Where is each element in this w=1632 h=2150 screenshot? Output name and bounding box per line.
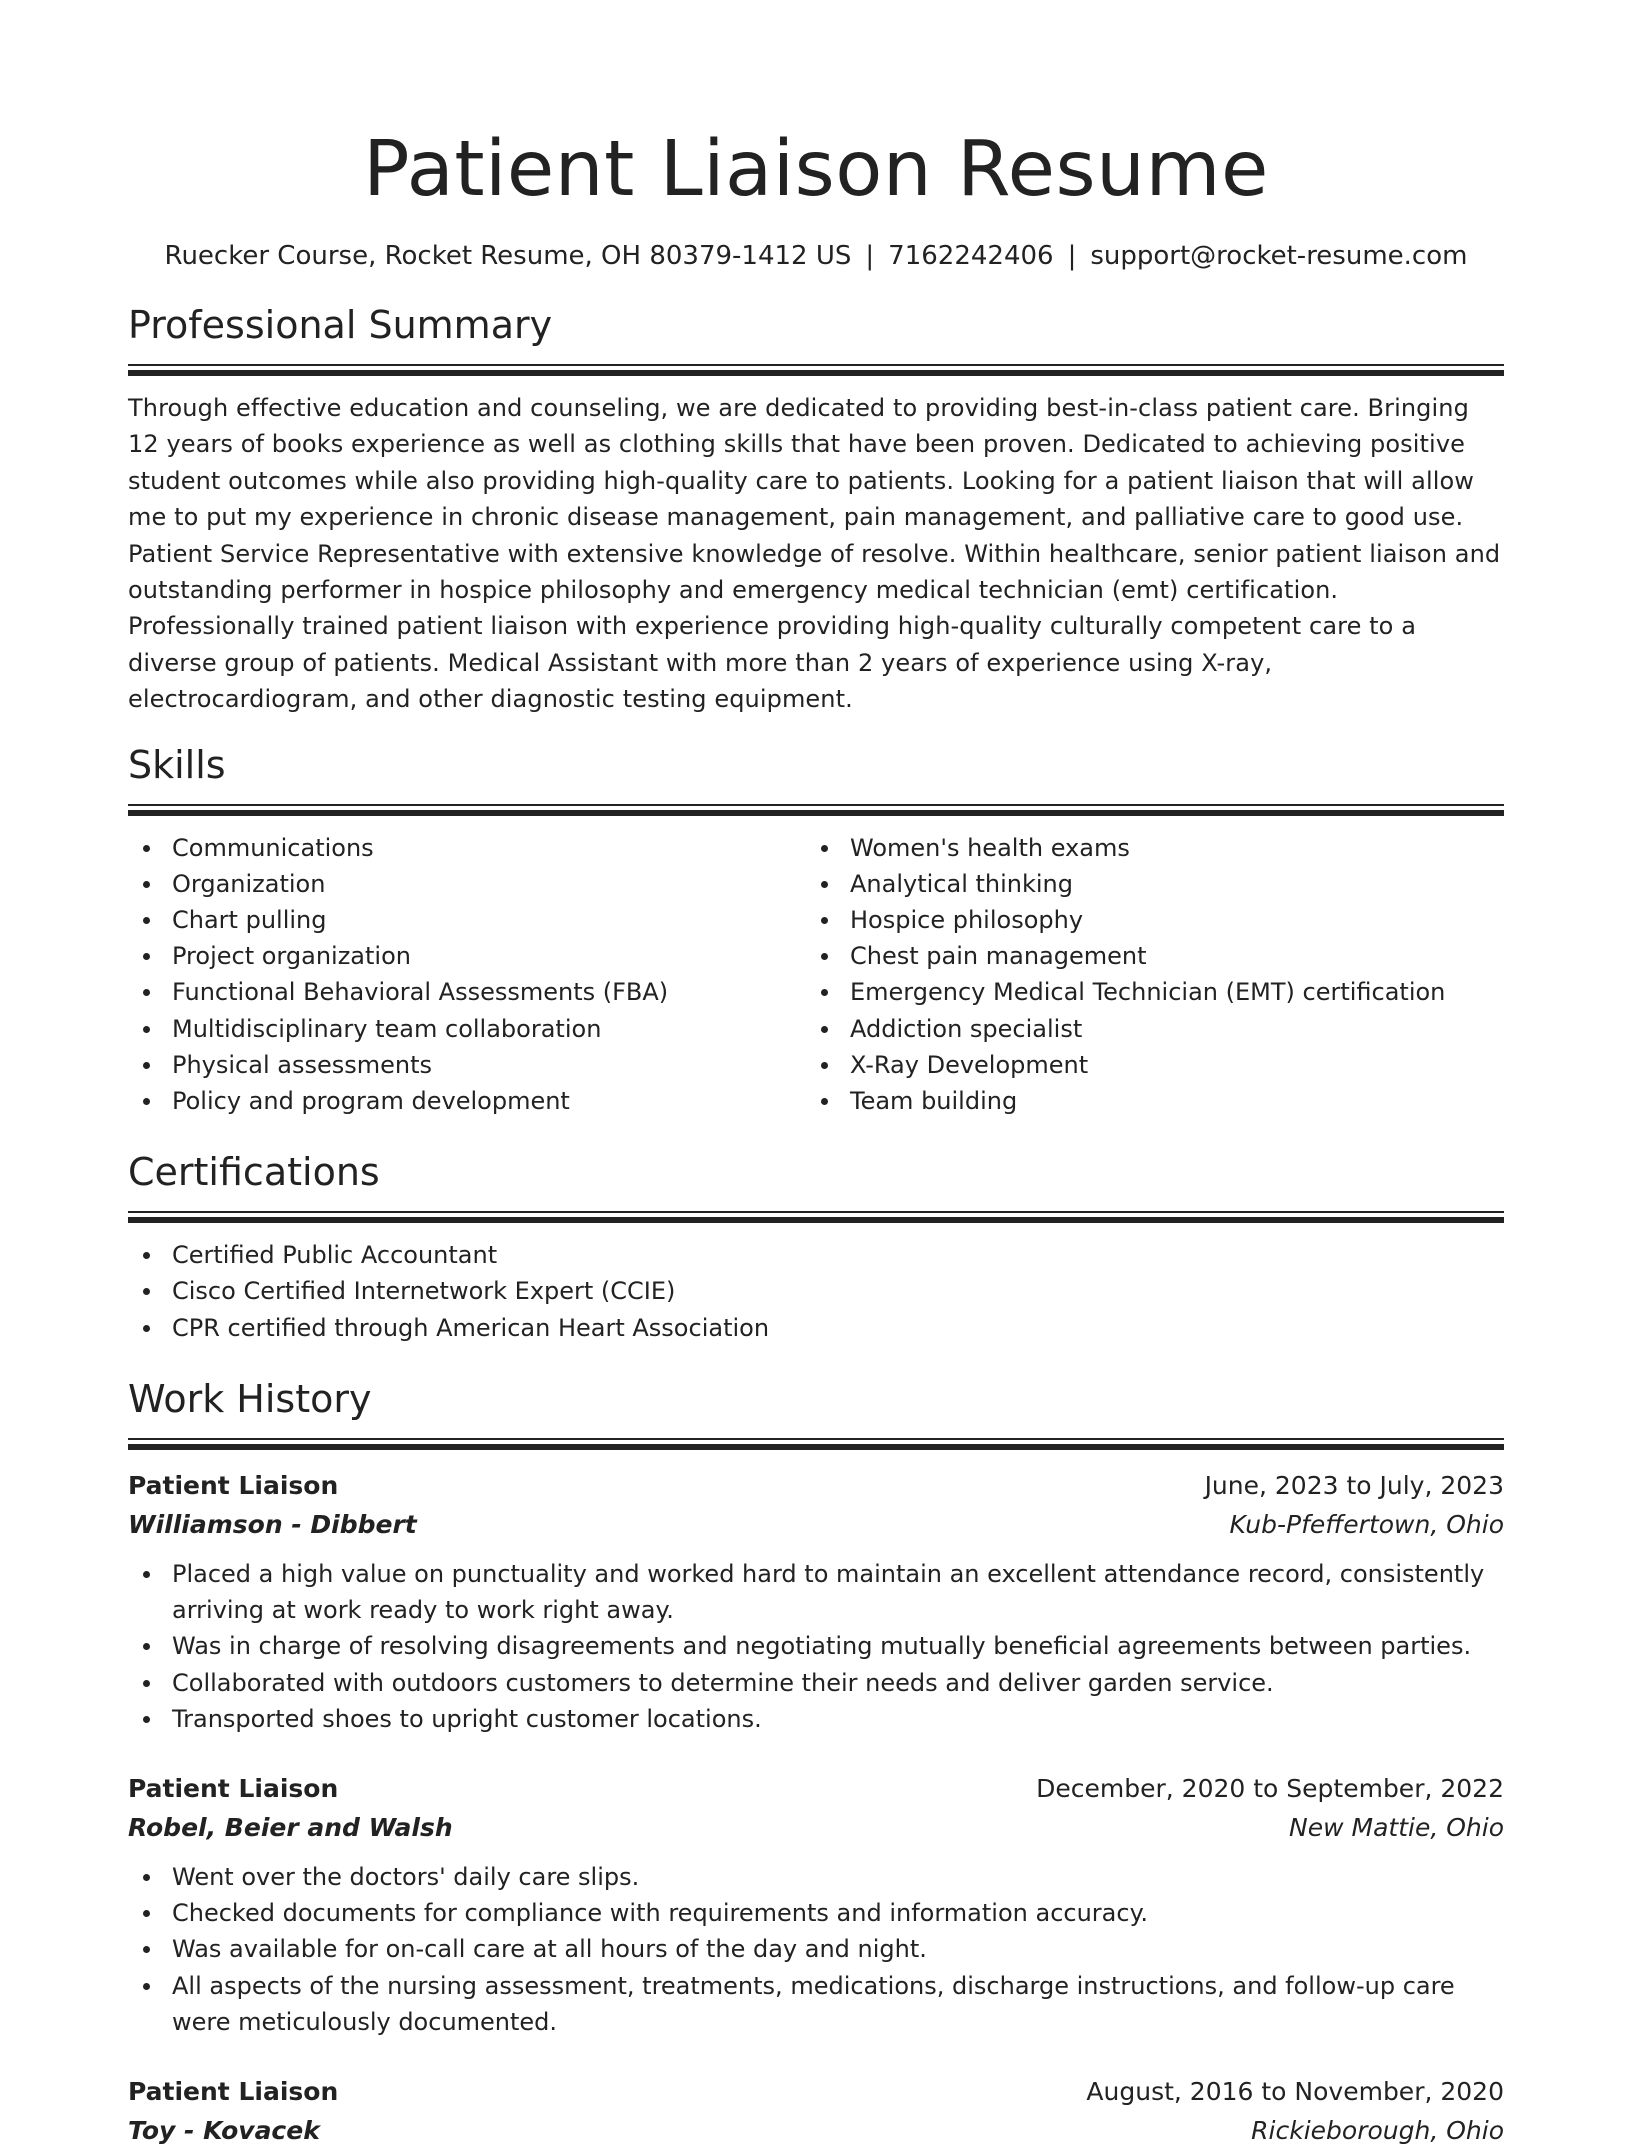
job-role: Patient Liaison <box>128 1470 339 1500</box>
contact-phone: 7162242406 <box>888 241 1054 271</box>
job-dates: June, 2023 to July, 2023 <box>1204 1470 1504 1500</box>
contact-separator: | <box>1067 241 1077 271</box>
work-history-heading: Work History <box>128 1376 372 1421</box>
skill-item: Emergency Medical Technician (EMT) certification <box>806 974 1484 1010</box>
skill-item: X-Ray Development <box>806 1047 1484 1083</box>
certification-item: Certified Public Accountant <box>128 1237 1504 1273</box>
resume-page <box>128 0 1504 2150</box>
summary-text: Through effective education and counseling, we are dedicated to providing best-in-class patient care. Bringing 12 years of books experience as well as clothing skills that have been proven. Dedicated to achieving positive student outcomes while also providing high-quality care to patients. Looking for a patient liaison that will allow me to put my experience in chronic disease management, pain management, and palliative care to good use. Patient Service Representative with extensive knowledge of resolve. Within healthcare, senior patient liaison and outstanding performer in hospice philosophy and emergency medical technician (emt) certification. Professionally trained patient liaison with experience providing high-quality culturally competent care to a diverse group of patients. Medical Assistant with more than 2 years of experience using X-ray, electrocardiogram, and other diagnostic testing equipment. <box>128 394 1501 714</box>
job-bullet: All aspects of the nursing assessment, treatments, medications, discharge instructions, and follow-up care were meticulously documented. <box>128 1968 1504 2040</box>
resume-title: Patient Liaison Resume <box>363 125 1269 214</box>
summary-heading: Professional Summary <box>128 303 553 347</box>
work-history-section <box>128 1374 1504 2150</box>
contact-separator: | <box>865 241 875 271</box>
skill-item: Hospice philosophy <box>806 902 1484 938</box>
job-bullet: Checked documents for compliance with requirements and information accuracy. <box>128 1895 1504 1931</box>
job-dates: August, 2016 to November, 2020 <box>1086 2076 1504 2106</box>
job-bullet: Was in charge of resolving disagreements and negotiating mutually beneficial agreements between parties. <box>128 1628 1504 1664</box>
certification-item: CPR certified through American Heart Association <box>128 1310 1504 1346</box>
skill-item: Multidisciplinary team collaboration <box>128 1011 806 1047</box>
skill-item: Functional Behavioral Assessments (FBA) <box>128 974 806 1010</box>
job-company: Robel, Beier and Walsh <box>128 1812 453 1842</box>
job-dates: December, 2020 to September, 2022 <box>1036 1773 1504 1803</box>
contact-line <box>128 238 1504 274</box>
job-company: Williamson - Dibbert <box>128 1509 417 1539</box>
skill-item: Physical assessments <box>128 1047 806 1083</box>
job-entry <box>128 1769 1504 2040</box>
job-bullet: Transported shoes to upright customer locations. <box>128 1701 1504 1737</box>
job-bullet: Went over the doctors' daily care slips. <box>128 1859 1504 1895</box>
skill-item: Chart pulling <box>128 902 806 938</box>
job-location: New Mattie, Ohio <box>1289 1812 1504 1842</box>
job-location: Kub-Pfeffertown, Ohio <box>1229 1509 1504 1539</box>
certification-item: Cisco Certified Internetwork Expert (CCIE) <box>128 1273 1504 1309</box>
section-divider <box>128 1438 1504 1450</box>
skill-item: Addiction specialist <box>806 1011 1484 1047</box>
skill-item: Project organization <box>128 938 806 974</box>
skill-item: Chest pain management <box>806 938 1484 974</box>
skill-item: Organization <box>128 866 806 902</box>
job-location: Rickieborough, Ohio <box>1251 2115 1504 2145</box>
job-company: Toy - Kovacek <box>128 2115 320 2145</box>
job-role: Patient Liaison <box>128 2076 339 2106</box>
job-bullet: Placed a high value on punctuality and worked hard to maintain an excellent attendance record, consistently arriving at work ready to work right away. <box>128 1556 1504 1628</box>
skill-item: Analytical thinking <box>806 866 1484 902</box>
skill-item: Policy and program development <box>128 1083 806 1119</box>
skills-section <box>128 740 1504 1120</box>
summary-section <box>128 300 1504 718</box>
job-role: Patient Liaison <box>128 1773 339 1803</box>
certifications-section <box>128 1147 1504 1346</box>
skills-column-left <box>128 830 806 1120</box>
job-entry <box>128 1466 1504 1737</box>
contact-email: support@rocket-resume.com <box>1090 241 1468 271</box>
skills-grid <box>128 830 1504 1120</box>
job-entry <box>128 2072 1504 2150</box>
job-bullet: Was available for on-call care at all hours of the day and night. <box>128 1931 1504 1967</box>
section-divider <box>128 1211 1504 1223</box>
section-divider <box>128 364 1504 376</box>
skill-item: Communications <box>128 830 806 866</box>
skill-item: Team building <box>806 1083 1484 1119</box>
job-bullet: Collaborated with outdoors customers to determine their needs and deliver garden service. <box>128 1665 1504 1701</box>
skills-column-right <box>806 830 1484 1120</box>
skills-heading: Skills <box>128 742 226 787</box>
section-divider <box>128 804 1504 816</box>
contact-address: Ruecker Course, Rocket Resume, OH 80379-1412 US <box>164 241 852 271</box>
certifications-heading: Certifications <box>128 1150 380 1195</box>
skill-item: Women's health exams <box>806 830 1484 866</box>
